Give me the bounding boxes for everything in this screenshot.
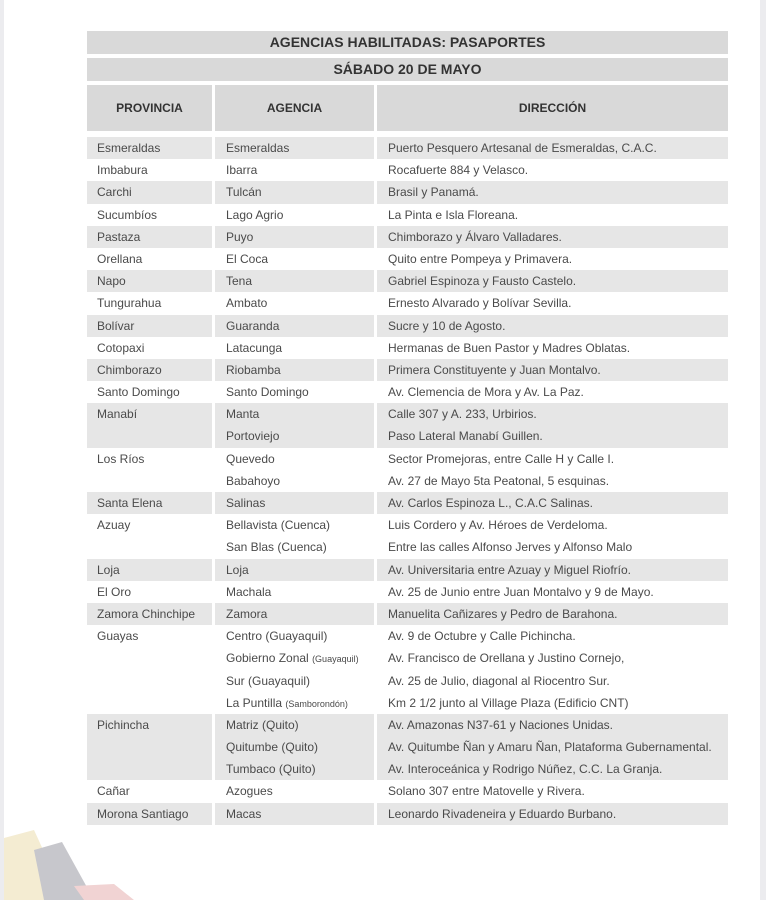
address-cell: Av. Clemencia de Mora y Av. La Paz. [388,385,584,400]
table-row [87,581,728,603]
province-cell: Pichincha [87,714,212,736]
agency-cell [215,559,374,581]
table-row [87,514,728,558]
table-row [87,803,728,825]
province-cell: Loja [87,559,212,581]
agency-cell [215,803,374,825]
agency-name: Azogues [226,784,273,799]
agency-cell [215,758,374,780]
province-cell: Esmeraldas [87,137,212,159]
table-row [87,137,728,159]
agencies-table [87,31,728,825]
agency-name: Tena [226,274,253,289]
province-cell: Cotopaxi [97,340,145,355]
agency-cell [215,647,374,669]
table-row [87,359,728,381]
address-cell: Solano 307 entre Matovelle y Rivera. [388,784,585,799]
agency-cell [215,492,374,514]
address-cell: Av. 27 de Mayo 5ta Peatonal, 5 esquinas. [388,473,610,488]
province-cell: Pastaza [87,226,212,248]
agency-name: San Blas (Cuenca) [226,540,327,555]
address-cell: Chimborazo y Álvaro Valladares. [377,226,728,248]
address-cell: Av. Interoceánica y Rodrigo Núñez, C.C. La Granja. [377,758,728,780]
address-cell: Luis Cordero y Av. Héroes de Verdeloma. [388,518,608,533]
agency-name: Salinas [226,496,266,510]
province-cell: Santa Elena [87,492,212,514]
agency-cell [215,514,374,536]
agency-name: Machala [226,584,272,599]
agency-note: (Samborondón) [285,698,348,709]
agency-cell [215,603,374,625]
province-cell: Guayas [97,629,139,644]
address-cell: Entre las calles Alfonso Jerves y Alfonso Malo [388,540,633,555]
address-cell: Puerto Pesquero Artesanal de Esmeraldas, C.A.C. [377,137,728,159]
agency-name: Guaranda [226,318,280,333]
table-title: AGENCIAS HABILITADAS: PASAPORTES [87,31,728,54]
address-cell: Av. Francisco de Orellana y Justino Cornejo, [388,651,625,666]
address-cell: Av. 25 de Junio entre Juan Montalvo y 9 de Mayo. [388,584,654,599]
agency-name: Ibarra [226,163,258,178]
agency-cell [215,714,374,736]
header-agency: AGENCIA [215,85,374,131]
agency-cell [215,292,374,314]
address-cell: Ernesto Alvarado y Bolívar Sevilla. [388,296,572,311]
table-row [87,403,728,447]
table-row [87,625,728,714]
table-row [87,381,728,403]
address-cell: Av. 25 de Julio, diagonal al Riocentro Sur. [388,673,610,688]
agency-cell [215,470,374,492]
province-cell: Napo [87,270,212,292]
agency-cell [215,381,374,403]
table-row [87,780,728,802]
agency-cell [215,736,374,758]
address-cell: Calle 307 y A. 233, Urbirios. [377,403,728,425]
agency-name: El Coca [226,251,269,266]
province-cell: Morona Santiago [87,803,212,825]
agency-cell [215,159,374,181]
agency-name: Bellavista (Cuenca) [226,518,331,533]
agency-cell [215,204,374,226]
table-row [87,204,728,226]
agency-cell [215,625,374,647]
agency-cell [215,448,374,470]
agency-name: Tumbaco (Quito) [226,762,316,777]
address-cell: Hermanas de Buen Pastor y Madres Oblatas. [388,340,631,355]
agency-name: Ambato [226,296,268,311]
province-cell: Tungurahua [97,296,162,311]
address-cell: Rocafuerte 884 y Velasco. [388,163,529,178]
address-cell: Av. 9 de Octubre y Calle Pichincha. [388,629,576,644]
table-row [87,181,728,203]
table-row [87,270,728,292]
agency-name: Puyo [226,229,254,244]
province-cell: Sucumbíos [97,207,158,222]
address-cell: Paso Lateral Manabí Guillen. [377,425,728,447]
agency-cell [215,403,374,425]
header-address: DIRECCIÓN [377,85,728,131]
agency-name: Gobierno Zonal [226,651,309,666]
agency-name: Latacunga [226,340,283,355]
agency-cell [215,226,374,248]
table-row [87,492,728,514]
address-cell: Av. Amazonas N37-61 y Naciones Unidas. [377,714,728,736]
table-row [87,448,728,492]
agency-name: Esmeraldas [226,141,290,155]
province-cell: Azuay [97,518,131,533]
agency-name: Santo Domingo [226,385,309,400]
agency-name: Centro (Guayaquil) [226,629,328,644]
header-province: PROVINCIA [87,85,212,131]
address-cell: Sector Promejoras, entre Calle H y Calle I. [388,451,615,466]
agency-name: Babahoyo [226,473,281,488]
table-row [87,292,728,314]
province-cell: Chimborazo [87,359,212,381]
agency-name: Macas [226,806,262,821]
table-row [87,337,728,359]
agency-cell [215,425,374,447]
agency-name: Manta [226,407,260,422]
address-cell: Leonardo Rivadeneira y Eduardo Burbano. [377,803,728,825]
province-cell: Carchi [87,181,212,203]
table-row [87,248,728,270]
table-subtitle: SÁBADO 20 DE MAYO [87,58,728,81]
agency-cell [215,670,374,692]
document-page [4,0,760,900]
province-cell: El Oro [97,584,132,599]
agency-name: Matriz (Quito) [226,717,299,732]
table-row [87,714,728,781]
agency-name: Zamora [226,606,268,621]
agency-name: La Puntilla [226,695,283,710]
address-cell: Manuelita Cañizares y Pedro de Barahona. [377,603,728,625]
agency-name: Sur (Guayaquil) [226,673,311,688]
table-row [87,603,728,625]
agency-note: (Guayaquil) [312,654,359,665]
agency-name: Quitumbe (Quito) [226,740,319,755]
province-cell: Manabí [87,403,212,425]
agency-name: Quevedo [226,451,275,466]
table-row [87,159,728,181]
table-row [87,315,728,337]
agency-name: Riobamba [226,362,281,377]
address-cell: Gabriel Espinoza y Fausto Castelo. [377,270,728,292]
agency-cell [215,270,374,292]
table-row [87,559,728,581]
header-row [87,85,728,131]
agency-cell [215,315,374,337]
province-cell: Cañar [97,784,130,799]
agency-cell [215,692,374,714]
province-cell: Santo Domingo [97,385,180,400]
agency-cell [215,181,374,203]
table-row [87,226,728,248]
address-cell: Av. Universitaria entre Azuay y Miguel Riofrío. [377,559,728,581]
address-cell: Av. Carlos Espinoza L., C.A.C Salinas. [377,492,728,514]
agency-cell [215,780,374,802]
province-cell: Imbabura [97,163,148,178]
agency-name: Loja [226,562,249,577]
address-cell: La Pinta e Isla Floreana. [388,207,519,222]
address-cell: Brasil y Panamá. [377,181,728,203]
agency-cell [215,581,374,603]
agency-cell [215,536,374,558]
address-cell: Km 2 1/2 junto al Village Plaza (Edificio CNT) [388,695,629,710]
table-body [87,137,728,825]
province-cell: Bolívar [87,315,212,337]
agency-name: Tulcán [226,185,262,200]
agency-cell [215,248,374,270]
province-cell: Orellana [97,251,143,266]
address-cell: Primera Constituyente y Juan Montalvo. [377,359,728,381]
province-cell: Los Ríos [97,451,145,466]
agency-name: Lago Agrio [226,207,284,222]
agency-cell [215,137,374,159]
agency-cell [215,359,374,381]
province-cell: Zamora Chinchipe [87,603,212,625]
address-cell: Sucre y 10 de Agosto. [377,315,728,337]
agency-name: Portoviejo [226,429,280,444]
agency-cell [215,337,374,359]
address-cell: Av. Quitumbe Ñan y Amaru Ñan, Plataforma Gubernamental. [377,736,728,758]
address-cell: Quito entre Pompeya y Primavera. [388,251,573,266]
